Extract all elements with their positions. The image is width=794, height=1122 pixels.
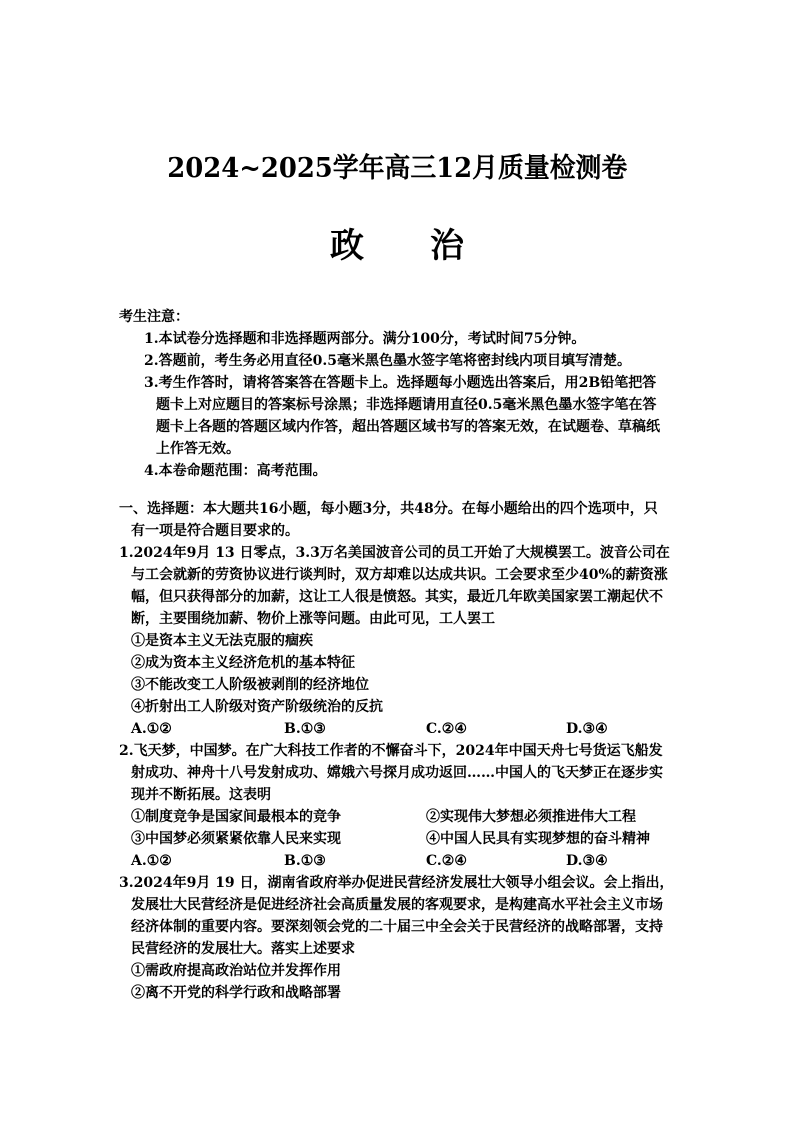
statement: ③不能改变工人阶级被剥削的经济地位 [131, 677, 369, 693]
choice: A.①② [131, 721, 172, 737]
notice-heading: 考生注意： [119, 309, 189, 325]
notice-line: 4.本卷命题范围：高考范围。 [144, 463, 327, 479]
choice: D.③④ [566, 853, 608, 869]
statement: ①制度竞争是国家间最根本的竞争 [131, 809, 341, 825]
statement: ④中国人民具有实现梦想的奋斗精神 [426, 831, 650, 847]
statement: ②实现伟大梦想必须推进伟大工程 [426, 809, 636, 825]
question-stem: 现并不断拓展。这表明 [131, 787, 271, 803]
section-heading: 有一项是符合题目要求的。 [131, 523, 299, 539]
choice: C.②④ [426, 721, 467, 737]
choice: C.②④ [426, 853, 467, 869]
exam-title-text: 2024~2025学年高三12月质量检测卷 [167, 153, 627, 184]
statement: ②离不开党的科学行政和战略部署 [131, 985, 341, 1001]
question-stem: 1.2024年9月 13 日零点，3.3万名美国波音公司的员工开始了大规模罢工。波音公司在 [119, 545, 670, 561]
question-stem: 民营经济的发展壮大。落实上述要求 [131, 941, 355, 957]
choice: B.①③ [284, 853, 326, 869]
notice-line: 3.考生作答时，请将答案答在答题卡上。选择题每小题选出答案后，用2B铅笔把答 [144, 375, 657, 391]
question-stem: 断，主要围绕加薪、物价上涨等问题。由此可见，工人罢工 [131, 611, 495, 627]
choice: A.①② [131, 853, 172, 869]
question-stem: 射成功、神舟十八号发射成功、嫦娥六号探月成功返回……中国人的飞天梦正在逐步实 [131, 765, 663, 781]
notice-line: 题卡上对应题目的答案标号涂黑；非选择题请用直径0.5毫米黑色墨水签字笔在答 [156, 397, 657, 413]
statement: ④折射出工人阶级对资产阶级统治的反抗 [131, 699, 383, 715]
question-stem: 3.2024年9月 19 日，湖南省政府举办促进民营经济发展壮大领导小组会议。会上指出， [119, 875, 674, 891]
statement: ①是资本主义无法克服的痼疾 [131, 633, 313, 649]
notice-line: 题卡上各题的答题区域内作答，超出答题区域书写的答案无效，在试题卷、草稿纸 [156, 419, 660, 435]
notice-line: 2.答题前，考生务必用直径0.5毫米黑色墨水签字笔将密封线内项目填写清楚。 [144, 353, 631, 369]
question-stem: 经济体制的重要内容。要深刻领会党的二十届三中全会关于民营经济的战略部署，支持 [131, 919, 663, 935]
notice-line: 1.本试卷分选择题和非选择题两部分。满分100分，考试时间75分钟。 [144, 331, 586, 347]
question-stem: 幅，但只获得部分的加薪，这让工人很是愤怒。其实，最近几年欧美国家罢工潮起伏不 [131, 589, 663, 605]
question-stem: 2.飞天梦，中国梦。在广大科技工作者的不懈奋斗下，2024年中国天舟七号货运飞船发 [119, 743, 663, 759]
statement: ①需政府提高政治站位并发挥作用 [131, 963, 341, 979]
notice-line: 上作答无效。 [156, 441, 240, 457]
question-stem: 发展壮大民营经济是促进经济社会高质量发展的客观要求，是构建高水平社会主义市场 [131, 897, 663, 913]
subject-char: 治 [430, 226, 464, 266]
choice: D.③④ [566, 721, 608, 737]
subject-title [0, 218, 794, 267]
subject-char: 政 [330, 226, 364, 266]
exam-title [0, 146, 794, 185]
section-heading: 一、选择题：本大题共16小题，每小题3分，共48分。在每小题给出的四个选项中，只 [119, 501, 658, 517]
choice: B.①③ [284, 721, 326, 737]
statement: ②成为资本主义经济危机的基本特征 [131, 655, 355, 671]
question-stem: 与工会就新的劳资协议进行谈判时，双方却难以达成共识。工会要求至少40%的薪资涨 [131, 567, 668, 583]
statement: ③中国梦必须紧紧依靠人民来实现 [131, 831, 341, 847]
